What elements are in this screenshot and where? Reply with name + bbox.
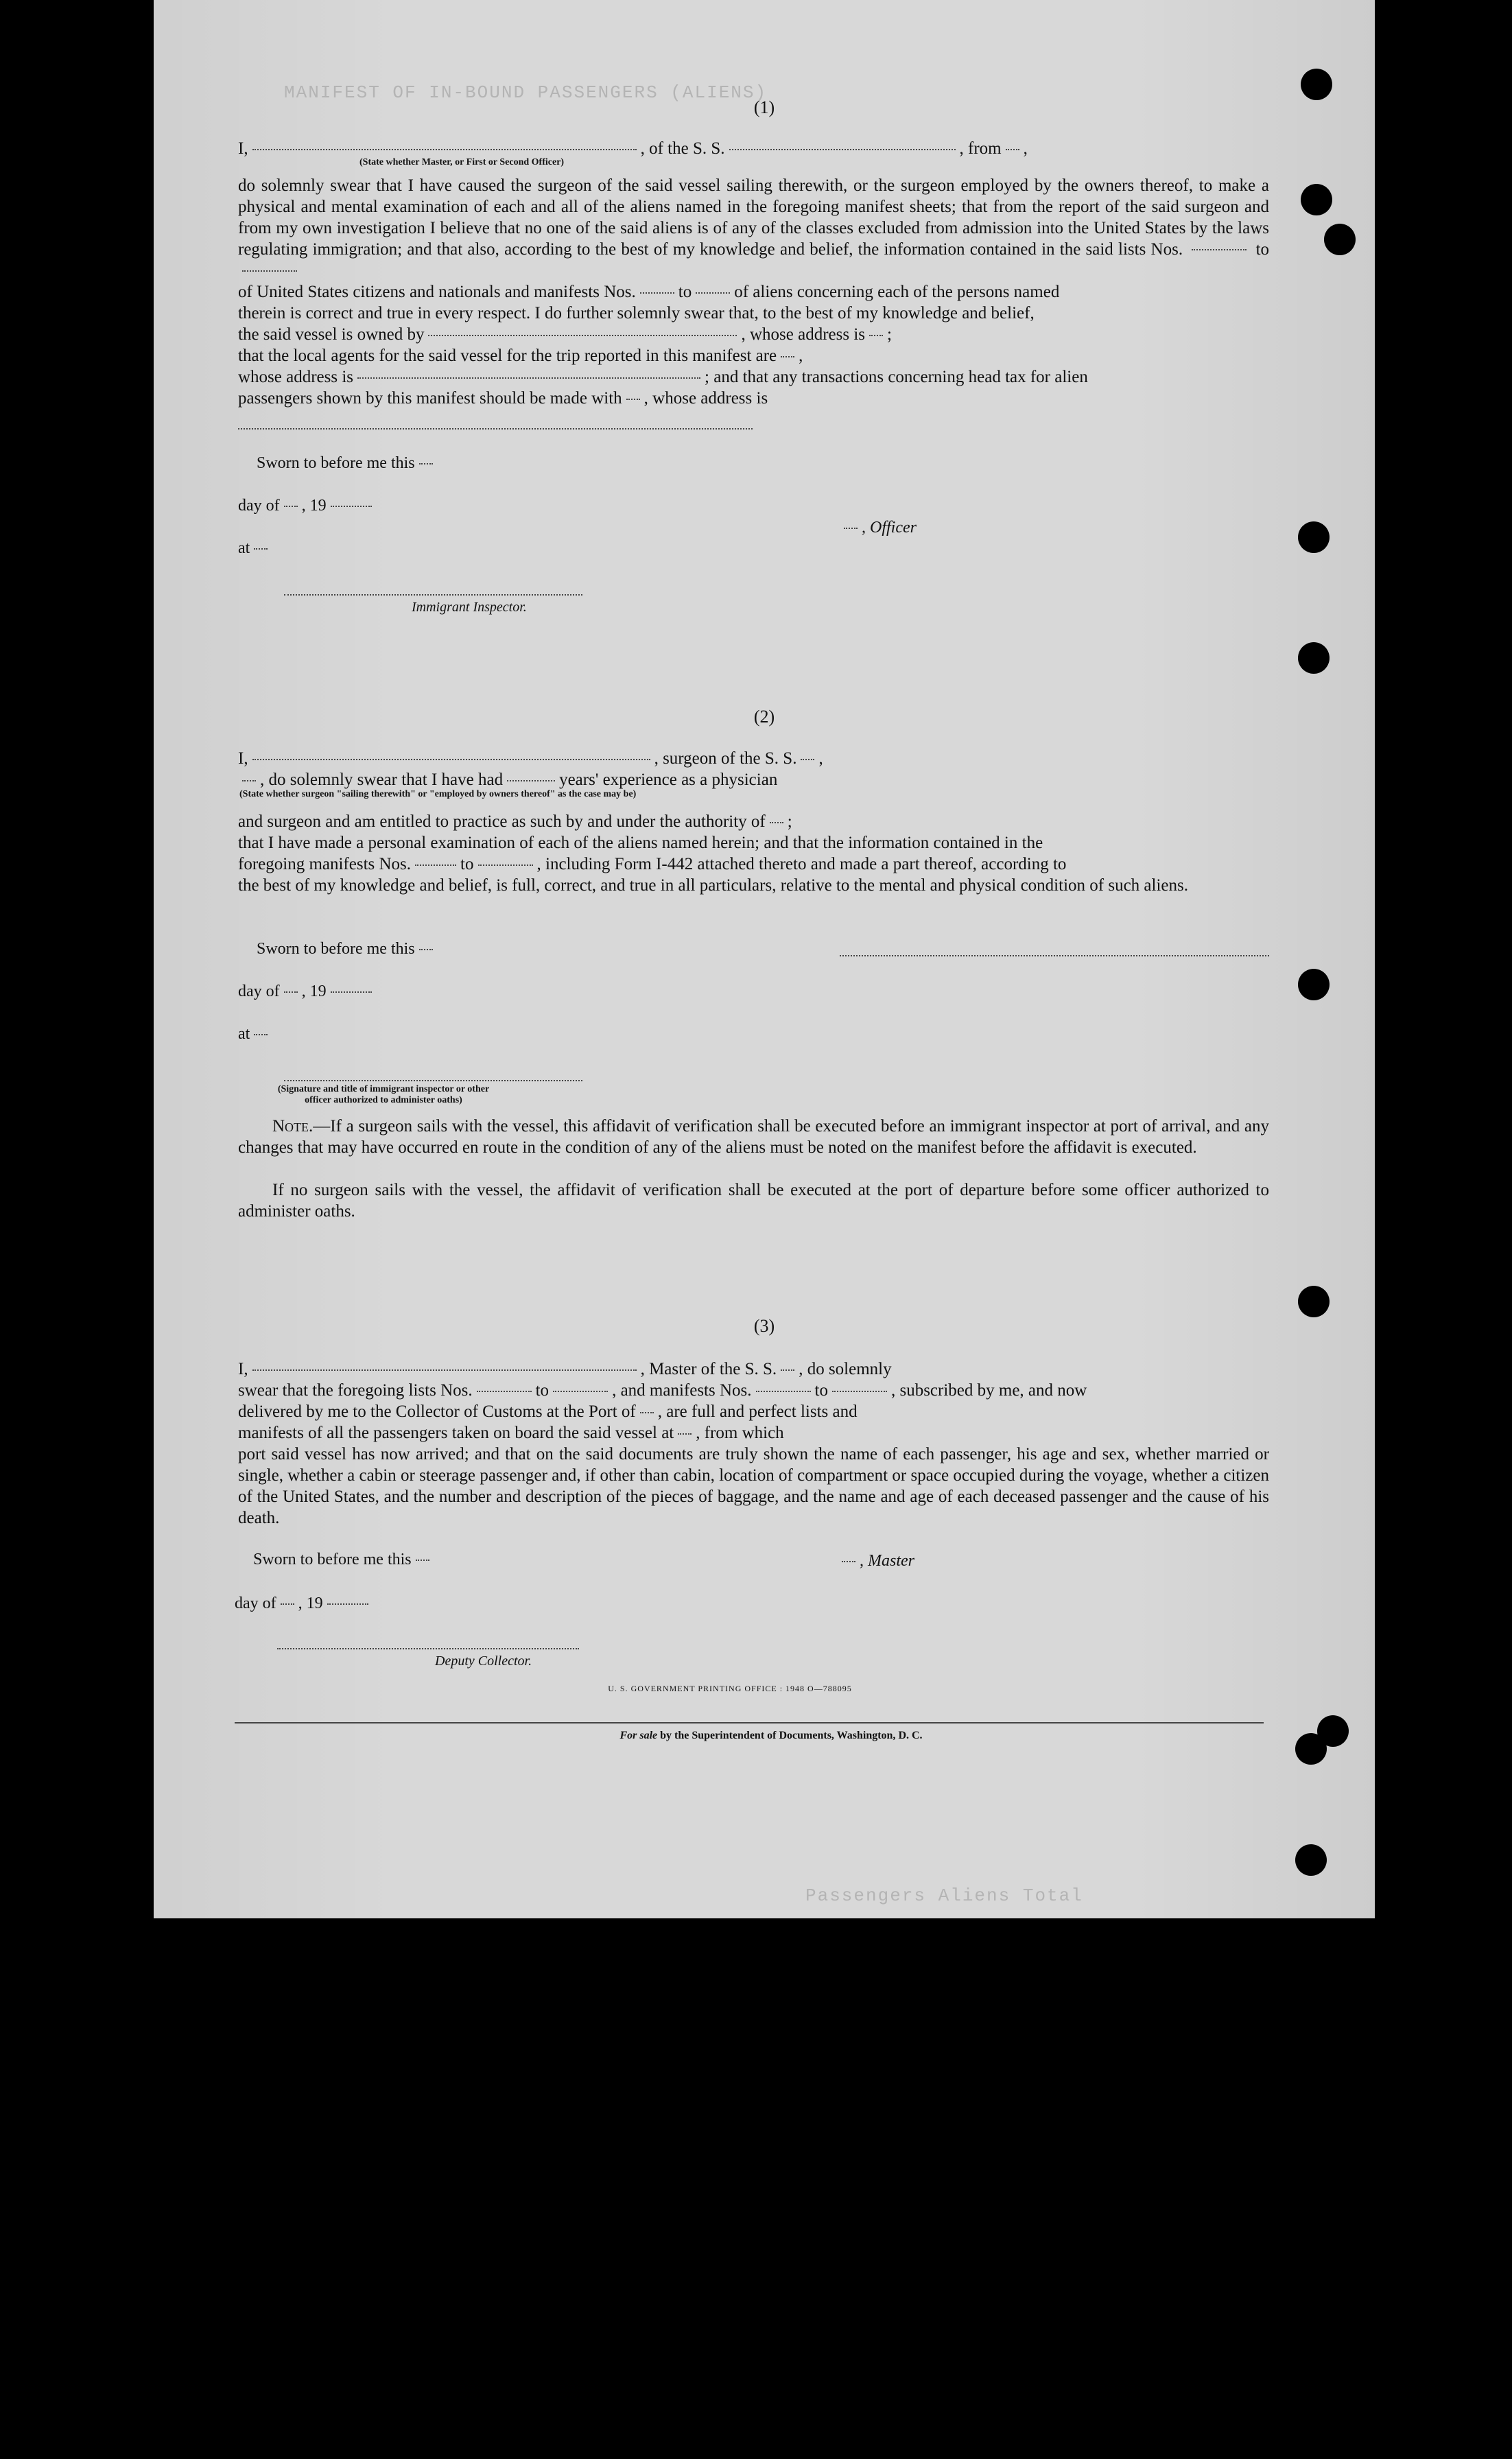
sec1-at: at bbox=[238, 538, 582, 558]
sec1-day: day of , 19 bbox=[238, 495, 582, 516]
sec2-sworn: Sworn to before me this bbox=[257, 939, 582, 959]
punch-hole bbox=[1301, 69, 1332, 100]
sec3-master-signature: , Master bbox=[838, 1551, 1270, 1571]
sec1-line-7: passengers shown by this manifest should be made with , whose address is bbox=[238, 389, 768, 408]
for-sale-notice: For sale by the Superintendent of Documents, Washington, D. C. bbox=[619, 1730, 923, 1741]
punch-hole bbox=[1298, 1286, 1330, 1317]
sec2-line-4: that I have made a personal examination of each of the aliens named herein; and that the information contained in the bbox=[238, 834, 1043, 852]
bleed-through-footer: Passengers Aliens Total bbox=[805, 1885, 1083, 1906]
punch-hole bbox=[1298, 969, 1330, 1000]
sec3-line-1: I, , Master of the S. S. , do solemnly bbox=[238, 1360, 892, 1378]
sec2-title-note: (State whether surgeon "sailing therewith" or "employed by owners thereof" as the case may be) bbox=[239, 789, 637, 799]
footer-rule bbox=[235, 1722, 1264, 1723]
sec2-line-1: I, , surgeon of the S. S. , bbox=[238, 749, 823, 768]
sec3-day: day of , 19 bbox=[235, 1593, 579, 1614]
sec2-line-2: , do solemnly swear that I have had years' experience as a physician bbox=[238, 769, 1269, 790]
sec1-line-2: of United States citizens and nationals and manifests Nos. to of aliens concerning each of the persons named bbox=[238, 283, 1060, 301]
sec2-line-5: foregoing manifests Nos. to , including Form I-442 attached thereto and made a part thereof, according to bbox=[238, 855, 1067, 873]
sec1-officer-signature: , Officer bbox=[840, 517, 1271, 538]
bleed-through-header: MANIFEST OF IN-BOUND PASSENGERS (ALIENS) bbox=[284, 82, 768, 103]
sec2-surgeon-signature-line bbox=[840, 955, 1269, 956]
punch-hole bbox=[1324, 224, 1356, 255]
section-2-number: (2) bbox=[753, 707, 775, 727]
sec3-line-3: delivered by me to the Collector of Customs at the Port of , are full and perfect lists and bbox=[238, 1402, 858, 1421]
sec3-sworn: Sworn to before me this bbox=[253, 1549, 579, 1570]
sec2-paragraph: the best of my knowledge and belief, is full, correct, and true in all particulars, relative to the mental and physical condition of such aliens. bbox=[238, 876, 1188, 895]
sec1-line-5: that the local agents for the said vessel for the trip reported in this manifest are , bbox=[238, 346, 803, 365]
sec1-line-3: therein is correct and true in every respect. I do further solemnly swear that, to the best of my knowledge and belief, bbox=[238, 304, 1035, 322]
punch-hole bbox=[1295, 1844, 1327, 1876]
sec2-line-3: and surgeon and am entitled to practice as such by and under the authority of ; bbox=[238, 812, 792, 831]
punch-hole bbox=[1298, 521, 1330, 553]
punch-hole bbox=[1317, 1715, 1349, 1747]
sec1-paragraph: do solemnly swear that I have caused the surgeon of the said vessel sailing therewith, or the surgeon employed by the owners thereof, to make a physical and mental examination of each and all of the aliens named in the foregoing manifest sheets; that from the report of the said surgeon and from my own investigation I believe that no one of the said aliens is of any of the classes excluded from admission into the United States by the laws regulating immigration; and that also, according to the best of my knowledge and belief, the information contained in the said lists Nos. to bbox=[238, 175, 1269, 281]
section-3-number: (3) bbox=[753, 1316, 775, 1336]
sec2-inspector-line bbox=[284, 1080, 582, 1081]
sec3-line-4: manifests of all the passengers taken on board the said vessel at , from which bbox=[238, 1424, 784, 1442]
sec1-line-1: I, , of the S. S. , from , bbox=[238, 139, 1028, 158]
section-1-number: (1) bbox=[753, 97, 775, 117]
form-page bbox=[154, 0, 1375, 1918]
sec1-inspector-line bbox=[284, 594, 582, 596]
punch-hole bbox=[1301, 184, 1332, 215]
sec1-line-4: the said vessel is owned by , whose address is ; bbox=[238, 325, 892, 344]
sec1-address-line bbox=[238, 428, 753, 430]
sec2-note-2: If no surgeon sails with the vessel, the affidavit of verification shall be executed at the port of departure before some officer authorized to administer oaths. bbox=[238, 1181, 1269, 1221]
sec3-paragraph: port said vessel has now arrived; and that on the said documents are truly shown the name of each passenger, his age and sex, whether married or single, whether a cabin or steerage passenger and, if other than cabin, location of compartment or space occupied during the voyage, whether a citizen of the United States, and the number and description of the pieces of baggage, and the name and age of each deceased passenger and the cause of his death. bbox=[238, 1445, 1269, 1527]
sec2-day: day of , 19 bbox=[238, 981, 582, 1002]
sec3-collector-label: Deputy Collector. bbox=[435, 1654, 532, 1669]
sec3-line-2: swear that the foregoing lists Nos. to , and manifests Nos. to , subscribed by me, and now bbox=[238, 1381, 1087, 1400]
sec1-line-6: whose address is ; and that any transactions concerning head tax for alien bbox=[238, 368, 1088, 386]
sec1-title-note: (State whether Master, or First or Second Officer) bbox=[359, 157, 565, 167]
sec1-sworn: Sworn to before me this bbox=[257, 453, 582, 473]
sec3-collector-line bbox=[277, 1648, 579, 1649]
gpo-imprint: U. S. GOVERNMENT PRINTING OFFICE : 1948 O—788095 bbox=[608, 1684, 852, 1693]
sec1-inspector-label: Immigrant Inspector. bbox=[412, 600, 527, 615]
sec2-note: Note.—If a surgeon sails with the vessel, this affidavit of verification shall be executed before an immigrant inspector at port of arrival, and any changes that may have occurred en route in the condition of any of the aliens must be noted on the manifest before the affidavit is executed. bbox=[238, 1117, 1269, 1157]
sec2-signature-note: (Signature and title of immigrant inspector or other officer authorized to administer oaths) bbox=[277, 1084, 490, 1105]
sec2-at: at bbox=[238, 1024, 582, 1044]
punch-hole bbox=[1298, 642, 1330, 674]
